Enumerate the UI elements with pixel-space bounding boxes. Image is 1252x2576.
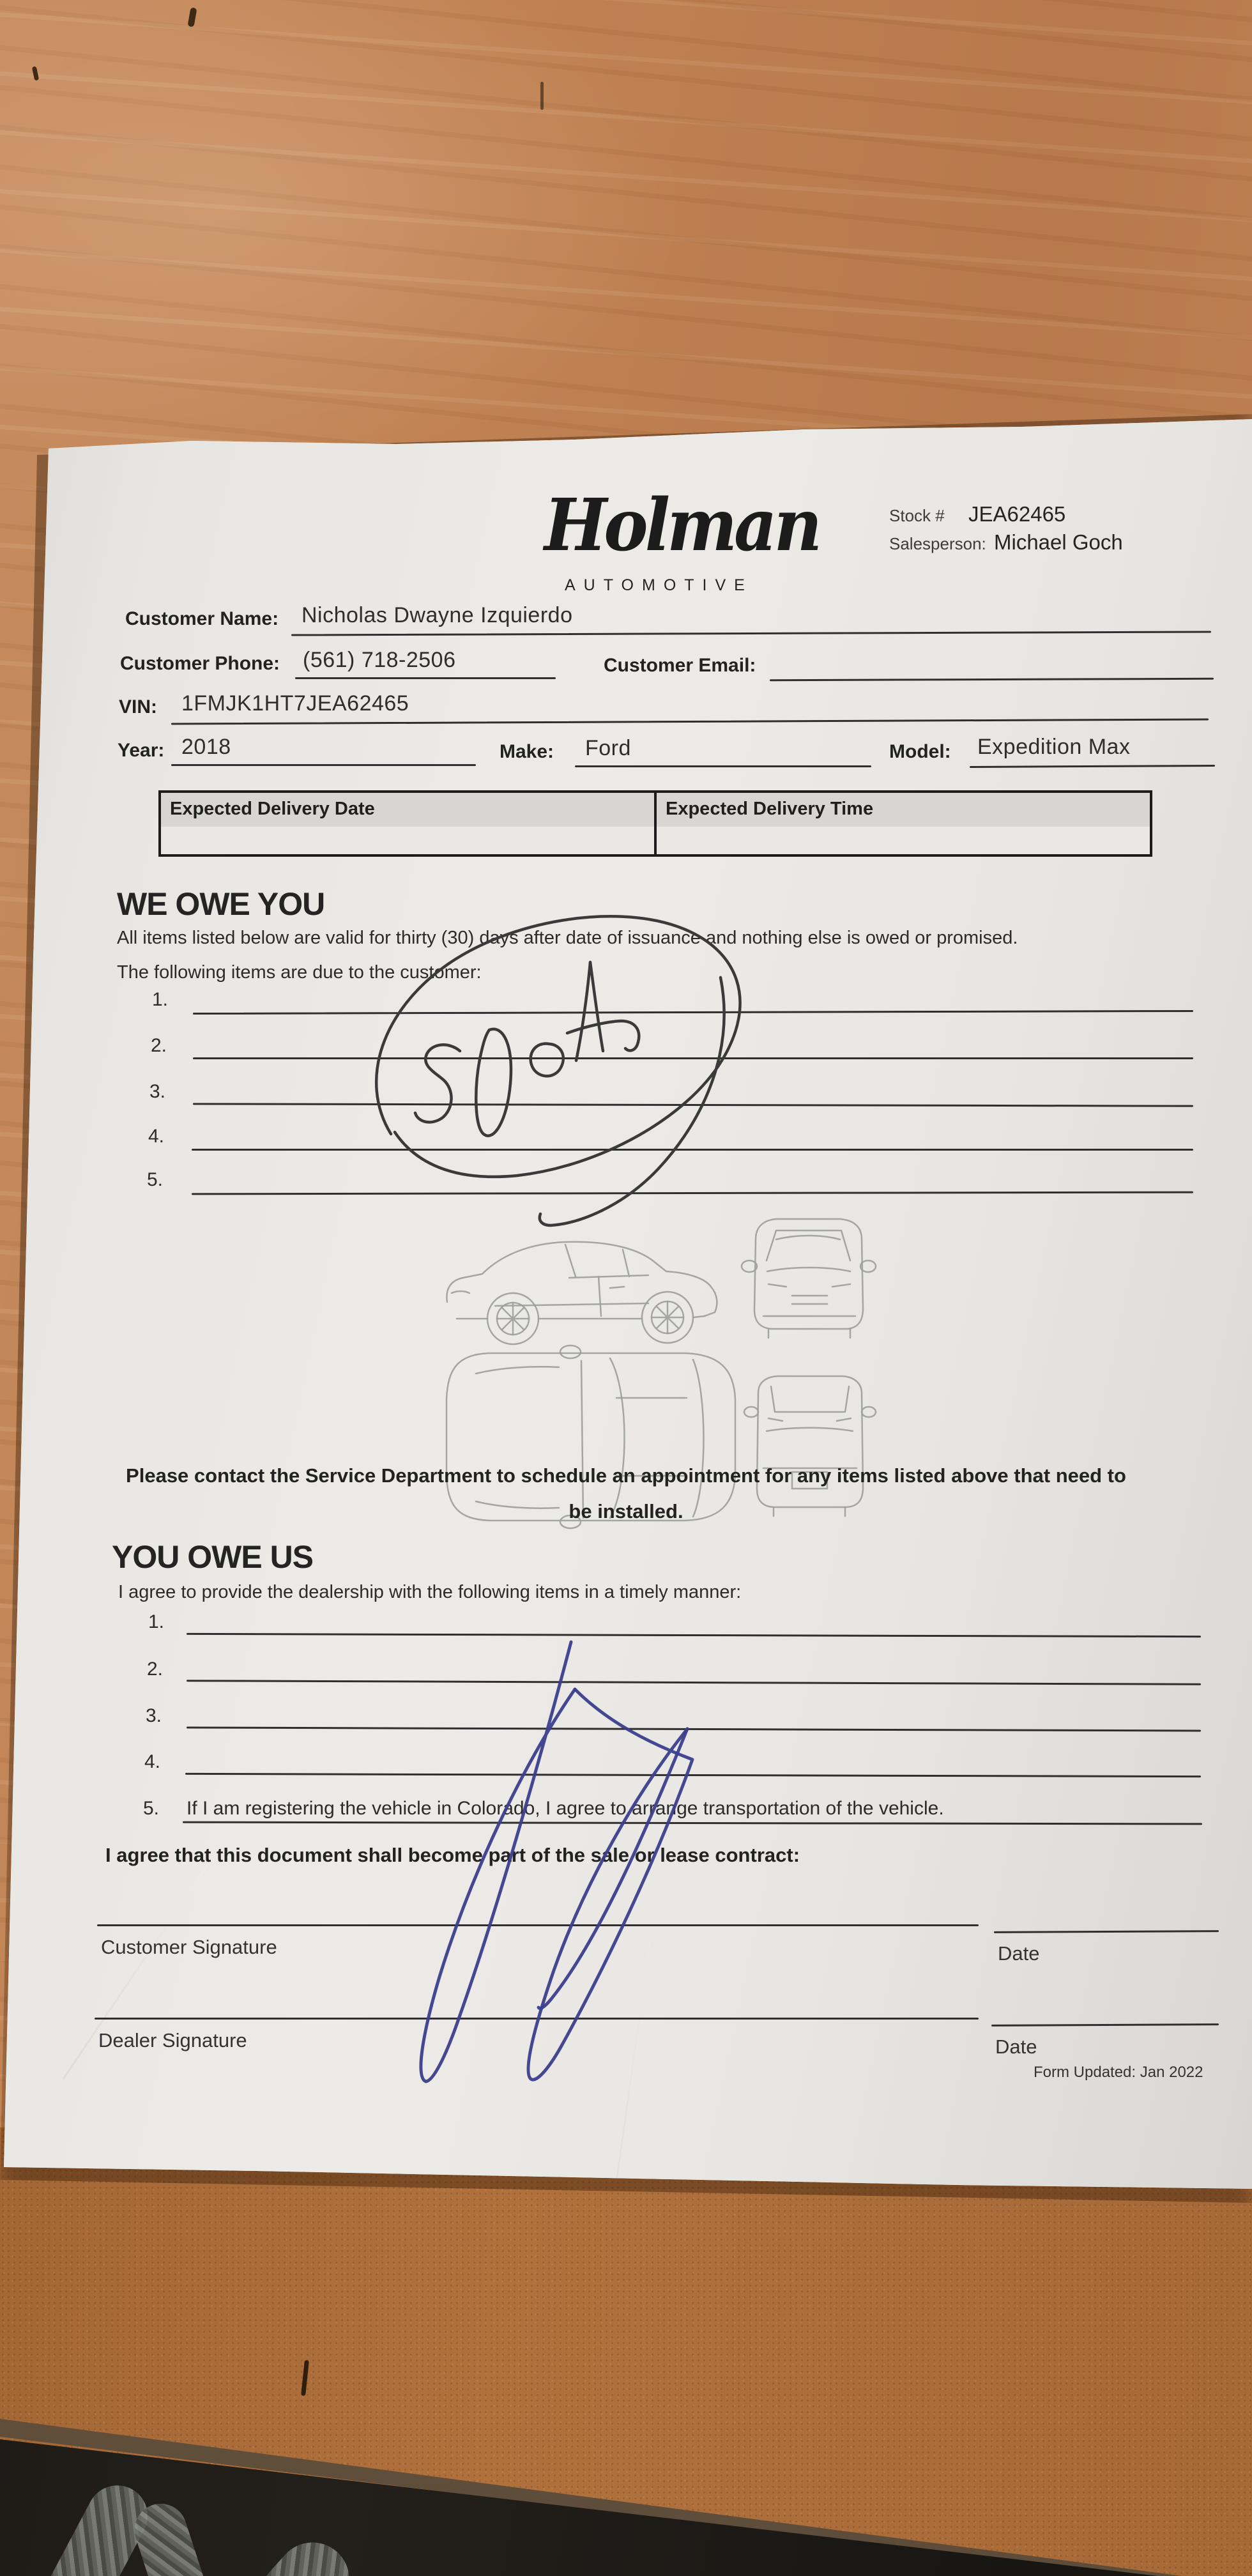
customer-phone-label: Customer Phone: [120, 653, 280, 674]
we-owe-item-number: 4. [148, 1126, 165, 1147]
we-owe-item-number: 3. [149, 1081, 166, 1102]
holman-logo: Holman [544, 482, 820, 567]
salesperson-value: Michael Goch [994, 530, 1123, 554]
agreement-statement: I agree that this document shall become part of the sale or lease contract: [105, 1844, 800, 1866]
you-owe-intro: I agree to provide the dealership with the following items in a timely manner: [118, 1582, 742, 1602]
expected-delivery-time-header: Expected Delivery Time [657, 793, 1150, 827]
customer-phone-value: (561) 718-2506 [303, 648, 456, 672]
year-value: 2018 [181, 735, 231, 759]
stock-number-label: Stock # [889, 506, 945, 525]
we-owe-intro-line2: The following items are due to the customer: [117, 962, 482, 983]
you-owe-us-heading: YOU OWE US [112, 1539, 314, 1575]
we-owe-item-number: 5. [147, 1169, 164, 1190]
expected-delivery-date-header: Expected Delivery Date [161, 793, 654, 827]
we-owe-item-number: 2. [151, 1035, 167, 1056]
stock-number-value: JEA62465 [968, 502, 1066, 526]
we-owe-you-heading: WE OWE YOU [117, 886, 325, 922]
you-owe-item-number: 4. [144, 1751, 161, 1772]
vin-label: VIN: [119, 696, 157, 717]
make-label: Make: [500, 741, 554, 762]
customer-name-value: Nicholas Dwayne Izquierdo [302, 603, 573, 627]
year-label: Year: [118, 740, 165, 761]
model-label: Model: [889, 741, 951, 762]
service-department-note: Please contact the Service Department to schedule an appointment for any items listed above that need to be installed. [126, 1464, 1126, 1522]
you-owe-item-number: 2. [147, 1659, 164, 1680]
customer-signature-label: Customer Signature [101, 1936, 277, 1958]
you-owe-item-number: 1. [148, 1611, 165, 1632]
you-owe-item-number: 3. [146, 1705, 162, 1726]
dealer-signature-label: Dealer Signature [98, 2029, 247, 2051]
you-owe-item-number: 5. [143, 1798, 160, 1819]
you-owe-item5-text: If I am registering the vehicle in Colorado, I agree to arrange transportation of the vehicle. [187, 1798, 944, 1819]
vin-value: 1FMJK1HT7JEA62465 [181, 691, 409, 716]
model-value: Expedition Max [977, 735, 1131, 759]
we-owe-item-number: 1. [152, 989, 169, 1010]
customer-email-label: Customer Email: [604, 655, 756, 676]
customer-name-label: Customer Name: [125, 608, 279, 629]
we-owe-intro-line1: All items listed below are valid for thirty (30) days after date of issuance and nothing else is owed or promised. [117, 928, 1018, 948]
customer-date-label: Date [998, 1942, 1040, 1965]
dealer-date-label: Date [995, 2035, 1037, 2058]
form-updated-note: Form Updated: Jan 2022 [1034, 2064, 1203, 2081]
holman-logo-subtext: AUTOMOTIVE [565, 576, 753, 594]
salesperson-label: Salesperson: [889, 534, 986, 553]
make-value: Ford [585, 736, 631, 760]
